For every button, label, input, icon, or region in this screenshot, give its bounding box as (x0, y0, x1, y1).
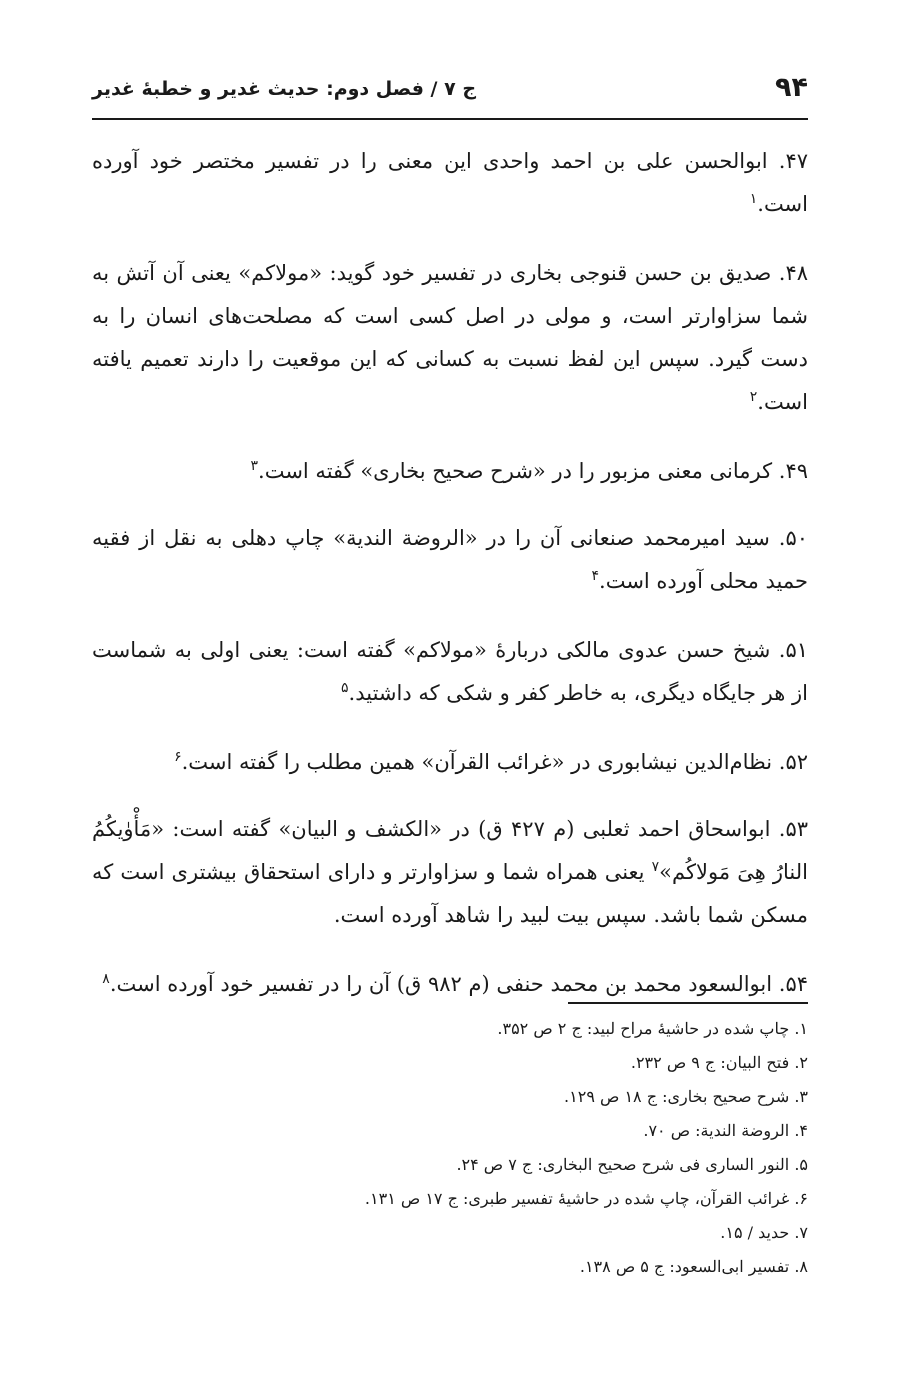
paragraph-text: ۴۷. ابوالحسن علی بن احمد واحدی این معنی را در تفسیر مختصر خود آورده است. (92, 149, 808, 216)
footnote-item: ۷. حدید / ۱۵. (720, 1223, 808, 1242)
paragraph-text: ۵۰. سید امیرمحمد صنعانی آن را در «الروضة الندیة» چاپ دهلی به نقل از فقیه حمید محلی آورده است. (92, 526, 808, 593)
paragraph-54 (92, 963, 808, 1006)
paragraph-text-continued: یعنی همراه شما و سزاوارتر و دارای استحقاق بیشتری است که مسکن شما باشد. سپس بیت لبید را شاهد آورده است. (92, 860, 808, 927)
footnote-ref: ۶ (174, 749, 182, 765)
paragraph-49 (92, 450, 808, 493)
paragraph-text: ۴۹. کرمانی معنی مزبور را در «شرح صحیح بخاری» گفته است. (258, 459, 808, 483)
footnote-ref: ۴ (591, 568, 600, 584)
footnote-item: ۴. الروضة الندیة: ص ۷۰. (643, 1121, 808, 1140)
paragraph-50 (92, 517, 808, 603)
paragraph-51 (92, 629, 808, 715)
footnote-item: ۸. تفسیر ابی‌السعود: ج ۵ ص ۱۳۸. (579, 1257, 808, 1276)
page-header (92, 60, 808, 118)
main-text (92, 140, 808, 1032)
footnote-item: ۱. چاپ شده در حاشیهٔ مراح لبید: ج ۲ ص ۳۵۲. (497, 1019, 808, 1038)
paragraph-text: ۵۳. ابواسحاق احمد ثعلبی (م ۴۲۷ ق) در «الکشف و البیان» گفته است: «مَأْوٰیکُمُ النارُ هِیَ مَولاکُم» (92, 817, 809, 884)
footnote-ref: ۲ (749, 389, 758, 405)
footnote-item: ۶. غرائب القرآن، چاپ شده در حاشیهٔ تفسیر طبری: ج ۱۷ ص ۱۳۱. (364, 1189, 808, 1208)
paragraph-text: ۵۱. شیخ حسن عدوی مالکی دربارهٔ «مولاکم» گفته است: یعنی اولی به شماست از هر جایگاه دیگری، به خاطر کفر و شکی که داشتید. (92, 638, 808, 705)
footnote-ref: ۳ (250, 458, 259, 474)
footnote-ref: ۵ (341, 680, 349, 696)
footnote-ref: ۸ (102, 971, 110, 987)
paragraph-text: ۴۸. صدیق بن حسن قنوجی بخاری در تفسیر خود گوید: «مولاکم» یعنی آن آتش به شما سزاوارتر است، و مولی در اصل کسی است که مصلحت‌های انسان را به دست گیرد. سپس این لفظ نسبت به کسانی که این موقعیت را دارند تعمیم یافته است. (92, 261, 808, 414)
paragraph-text: ۵۴. ابوالسعود محمد بن محمد حنفی (م ۹۸۲ ق) آن را در تفسیر خود آورده است. (109, 972, 808, 996)
running-title: ج ۷ / فصل دوم: حدیث غدیر و خطبهٔ غدیر (92, 78, 477, 100)
paragraph-47 (92, 140, 808, 226)
footnote-item: ۲. فتح البیان: ج ۹ ص ۲۳۲. (630, 1053, 808, 1072)
footnote-item: ۵. النور الساری فی شرح صحیح البخاری: ج ۷ ص ۲۴. (456, 1155, 808, 1174)
footnote-ref: ۷ (651, 859, 660, 875)
paragraph-48 (92, 252, 808, 424)
footnote-divider (568, 1002, 808, 1004)
footnote-item: ۳. شرح صحیح بخاری: ج ۱۸ ص ۱۲۹. (564, 1087, 808, 1106)
paragraph-text: ۵۲. نظام‌الدین نیشابوری در «غرائب القرآن» همین مطلب را گفته است. (181, 750, 808, 774)
footnotes (92, 1012, 808, 1284)
page-number: ۹۴ (775, 72, 808, 103)
header-divider (92, 118, 808, 120)
paragraph-53 (92, 808, 808, 937)
paragraph-52 (92, 741, 808, 784)
footnote-ref: ۱ (749, 191, 758, 207)
